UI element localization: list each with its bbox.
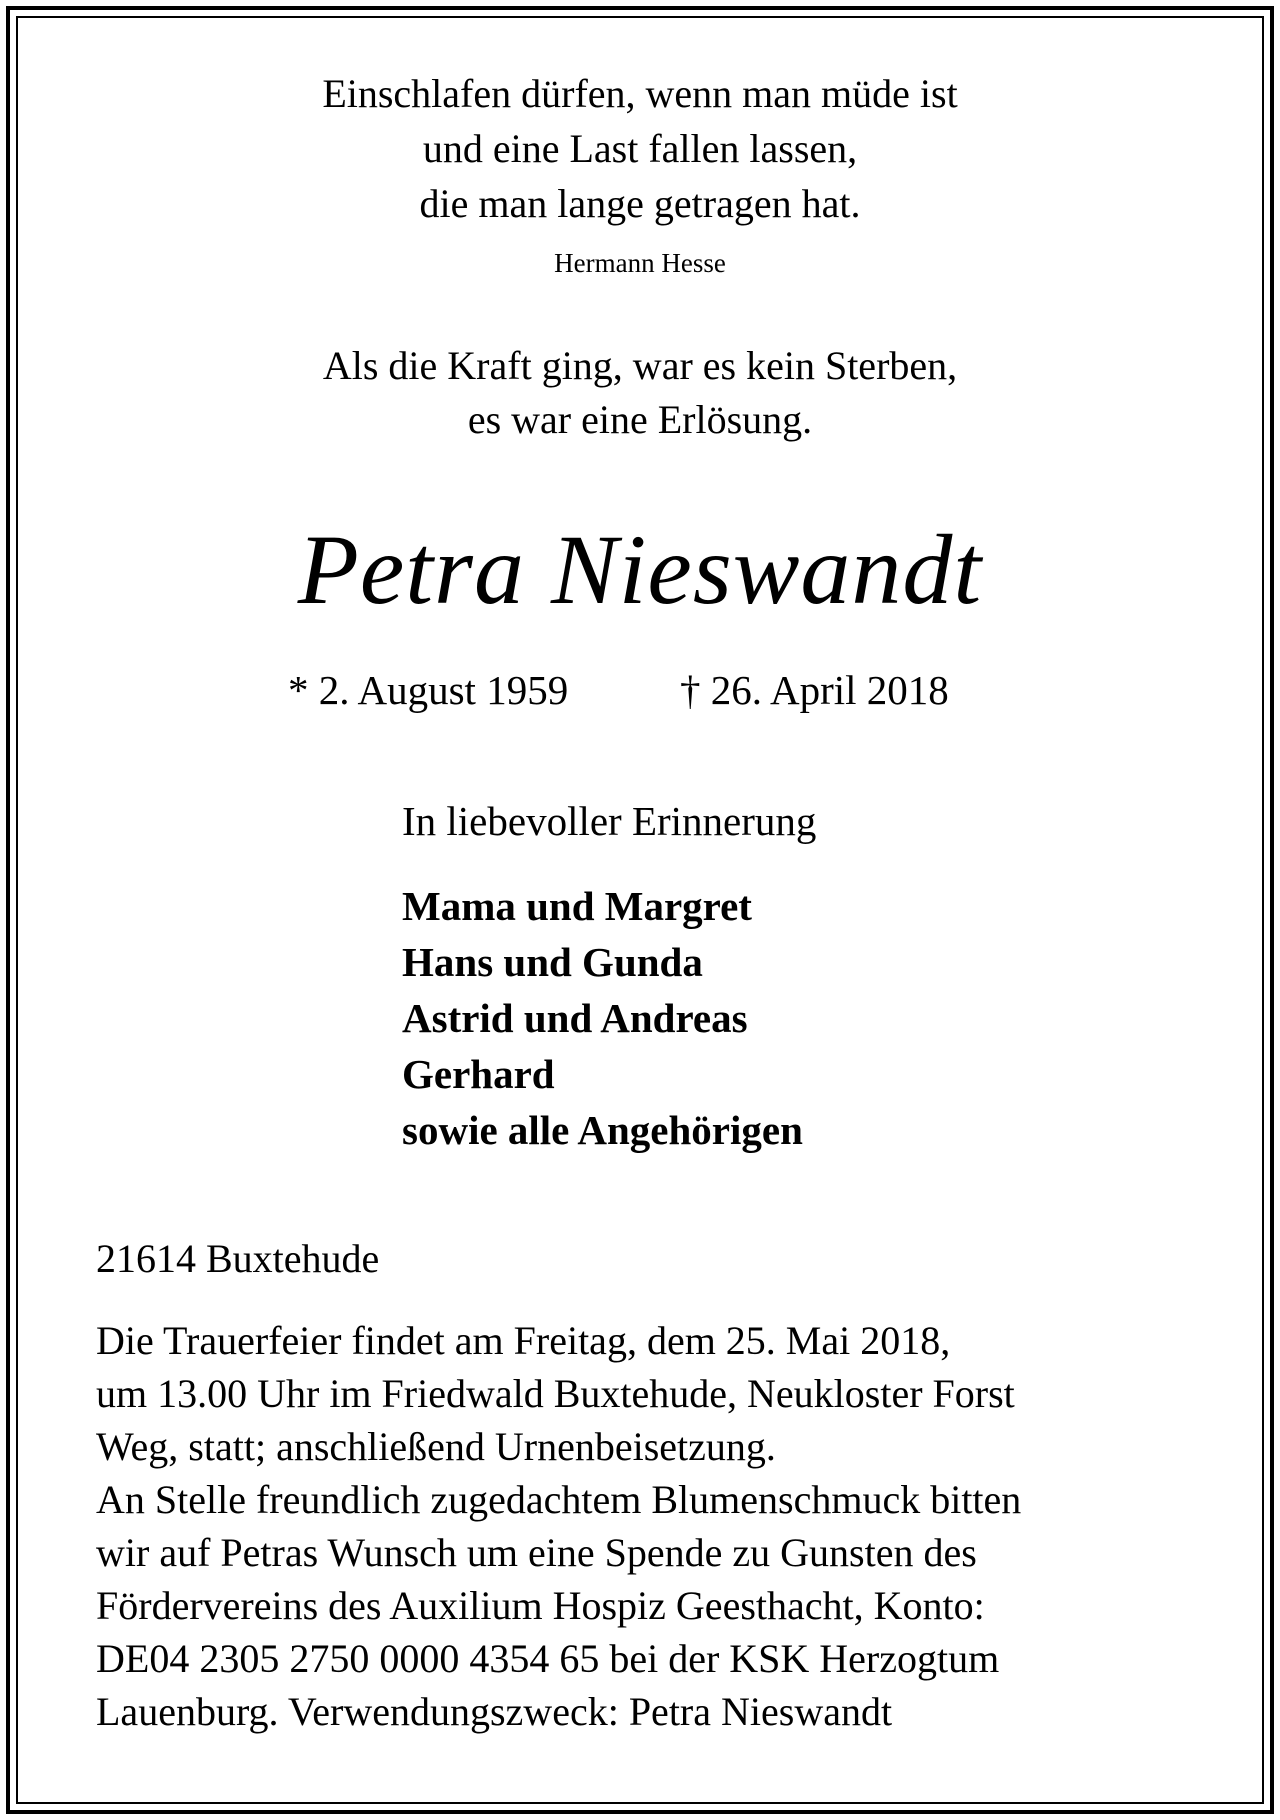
- verse-block: [0, 339, 1280, 447]
- deceased-name: Petra Nieswandt: [297, 514, 983, 625]
- death-date: † 26. April 2018: [680, 667, 949, 713]
- info-line: um 13.00 Uhr im Friedwald Buxtehude, Neukloster Forst: [96, 1371, 1015, 1416]
- info-line: Die Trauerfeier findet am Freitag, dem 25. Mai 2018,: [96, 1318, 951, 1363]
- mourner-entry: Gerhard: [402, 1051, 555, 1097]
- verse-line: es war eine Erlösung.: [467, 397, 813, 442]
- mourner-entry: Mama und Margret: [402, 883, 752, 929]
- info-line: Lauenburg. Verwendungszweck: Petra Nieswandt: [96, 1689, 893, 1734]
- quote-line: Einschlafen dürfen, wenn man müde ist: [322, 71, 958, 116]
- quote-line: die man lange getragen hat.: [419, 181, 861, 226]
- mourner-entry: Hans und Gunda: [402, 939, 703, 985]
- info-line: Fördervereins des Auxilium Hospiz Geesthacht, Konto:: [96, 1583, 985, 1628]
- info-line: wir auf Petras Wunsch um eine Spende zu Gunsten des: [96, 1530, 977, 1575]
- memory-text: In liebevoller Erinnerung: [402, 798, 817, 844]
- location: 21614 Buxtehude: [96, 1236, 380, 1281]
- info-line: Weg, statt; anschließend Urnenbeisetzung.: [96, 1424, 776, 1469]
- quote-block: [0, 66, 1280, 231]
- verse-line: Als die Kraft ging, war es kein Sterben,: [322, 343, 958, 388]
- birth-date: * 2. August 1959: [288, 667, 569, 713]
- funeral-info: [96, 1314, 1021, 1738]
- quote-author: Hermann Hesse: [554, 248, 726, 278]
- mourners-list: [402, 878, 803, 1158]
- info-line: An Stelle freundlich zugedachtem Blumenschmuck bitten: [96, 1477, 1022, 1522]
- quote-line: und eine Last fallen lassen,: [422, 126, 858, 171]
- info-line: DE04 2305 2750 0000 4354 65 bei der KSK Herzogtum: [96, 1636, 1000, 1681]
- mourner-entry: Astrid und Andreas: [402, 995, 748, 1041]
- mourner-entry: sowie alle Angehörigen: [402, 1107, 803, 1153]
